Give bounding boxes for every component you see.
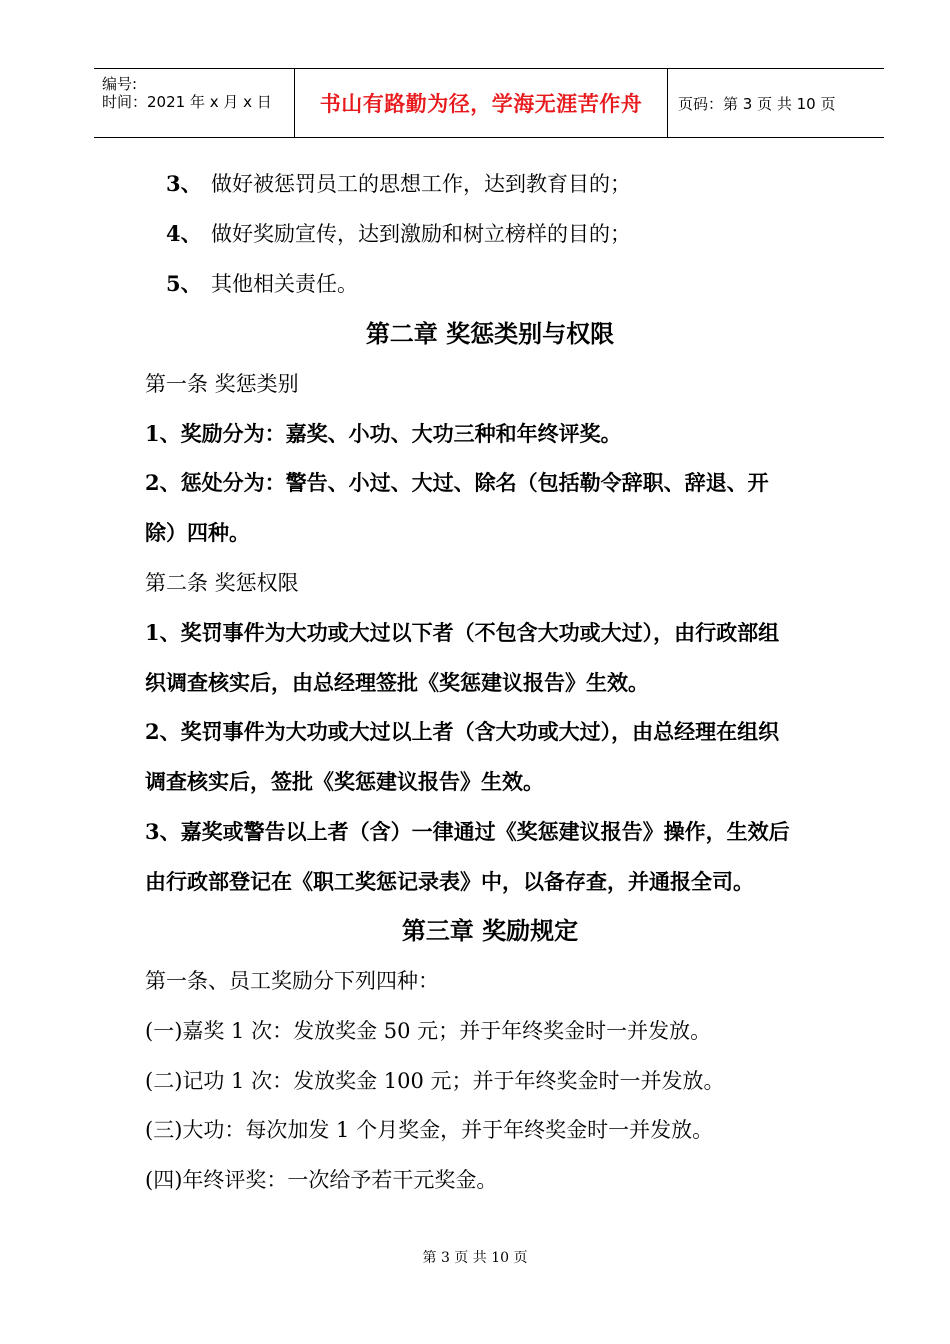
list-item [166, 220, 631, 248]
list-item-text: 做好被惩罚员工的思想工作，达到教育目的； [211, 172, 631, 196]
article-title: 第二条 奖惩权限 [145, 571, 299, 595]
paragraph: 2、奖罚事件为大功或大过以上者（含大功或大过），由总经理在组织 [145, 719, 780, 744]
list-item-text: 做好奖励宣传，达到激励和树立榜样的目的； [211, 222, 631, 246]
list-item [166, 170, 631, 198]
paragraph: 1、奖励分为：嘉奖、小功、大功三种和年终评奖。 [145, 421, 622, 446]
page-footer: 第 3 页 共 10 页 [422, 1250, 528, 1266]
paragraph: 除）四种。 [145, 520, 250, 545]
header-motto-cell [295, 69, 668, 137]
page-header [94, 68, 884, 138]
article-title: 第一条、员工奖励分下列四种： [145, 969, 439, 993]
header-motto: 书山有路勤为径，学海无涯苦作舟 [319, 92, 643, 116]
paragraph: 3、嘉奖或警告以上者（含）一律通过《奖惩建议报告》操作，生效后 [145, 819, 790, 844]
reward-item: (一)嘉奖 1 次：发放奖金 50 元；并于年终奖金时一并发放。 [145, 1019, 712, 1043]
list-item-text: 其他相关责任。 [211, 272, 358, 296]
paragraph: 由行政部登记在《职工奖惩记录表》中，以备存查，并通报全司。 [145, 869, 754, 894]
document-time-label: 时间：2021 年 x 月 x 日 [102, 93, 272, 111]
list-item-number: 4、 [166, 221, 202, 246]
list-item-number: 3、 [166, 171, 202, 196]
paragraph: 织调查核实后，由总经理签批《奖惩建议报告》生效。 [145, 670, 649, 695]
document-number-label: 编号: [102, 75, 138, 93]
reward-item: (四)年终评奖：一次给予若干元奖金。 [145, 1168, 498, 1192]
header-meta-cell [94, 69, 295, 137]
chapter-3-title: 第三章 奖励规定 [401, 917, 579, 945]
list-item [166, 270, 358, 298]
header-page-cell [668, 69, 884, 137]
reward-item: (二)记功 1 次：发放奖金 100 元；并于年终奖金时一并发放。 [145, 1069, 725, 1093]
chapter-2-title: 第二章 奖惩类别与权限 [365, 320, 615, 348]
list-item-number: 5、 [166, 271, 202, 296]
article-title: 第一条 奖惩类别 [145, 372, 299, 396]
reward-item: (三)大功：每次加发 1 个月奖金，并于年终奖金时一并发放。 [145, 1118, 714, 1142]
paragraph: 1、奖罚事件为大功或大过以下者（不包含大功或大过），由行政部组 [145, 620, 780, 645]
header-page-info: 页码：第 3 页 共 10 页 [678, 94, 836, 113]
paragraph: 调查核实后，签批《奖惩建议报告》生效。 [145, 769, 544, 794]
paragraph: 2、惩处分为：警告、小过、大过、除名（包括勒令辞职、辞退、开 [145, 470, 769, 495]
